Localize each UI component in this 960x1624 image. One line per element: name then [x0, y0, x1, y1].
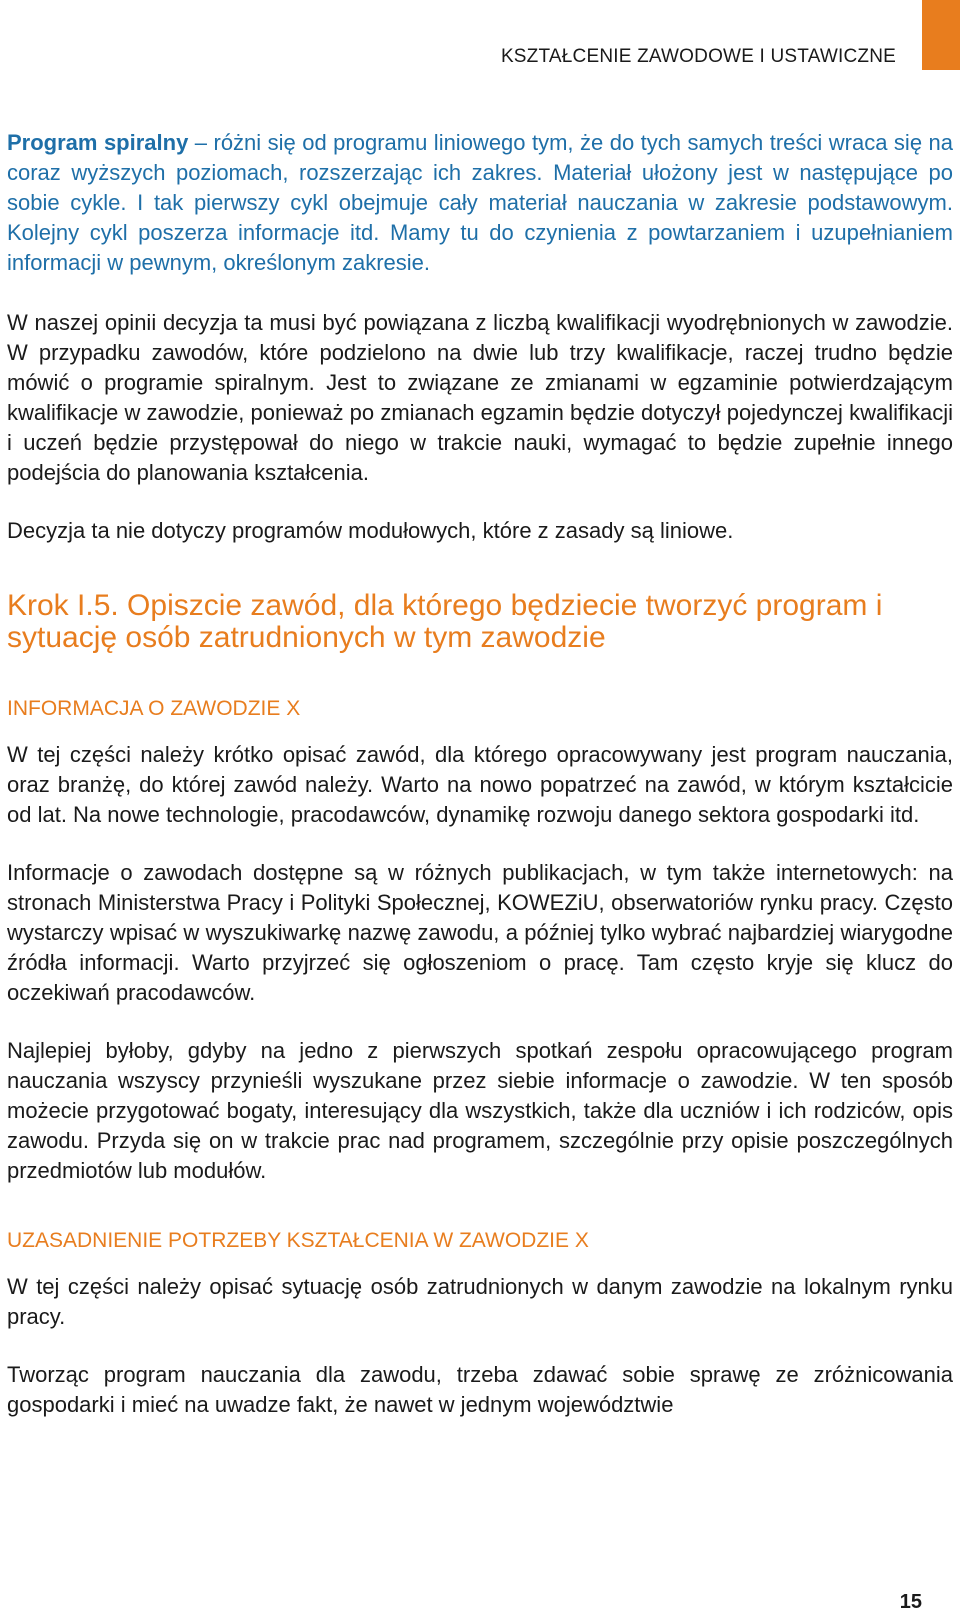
chapter-tab-marker [922, 0, 960, 70]
body-paragraph: W tej części należy opisać sytuację osób zatrudnionych w danym zawodzie na lokalnym rynku pracy. [7, 1274, 953, 1329]
definition-paragraph [7, 128, 953, 278]
body-paragraph: Najlepiej byłoby, gdyby na jedno z pierwszych spotkań zespołu opracowującego program nauczania wszyscy przynieśli wyszukane przez siebie informacje o zawodzie. W ten sposób możecie przygotować bogaty, interesujący dla wszystkich, także dla uczniów i ich rodziców, opis zawodu. Przyda się on w trakcie prac nad programem, szczególnie przy opisie poszczególnych przedmiotów lub modułów. [7, 1038, 953, 1183]
page-content [7, 128, 953, 1420]
body-paragraph: Informacje o zawodach dostępne są w różnych publikacjach, w tym także internetowych: na stronach Ministerstwa Pracy i Polityki Społecznej, KOWEZiU, obserwatoriów rynku pracy. Często wystarczy wpisać w wyszukiwarkę nazwę zawodu, a później tylko wybrać najbardziej wiarygodne źródła informacji. Warto przyjrzeć się ogłoszeniom o pracę. Tam często kryje się klucz do oczekiwań pracodawców. [7, 860, 953, 1005]
running-header: KSZTAŁCENIE ZAWODOWE I USTAWICZNE [500, 46, 896, 67]
page-number: 15 [899, 1591, 922, 1613]
section-heading-need: UZASADNIENIE POTRZEBY KSZTAŁCENIA W ZAWODZIE X [7, 1229, 589, 1252]
body-paragraph: W tej części należy krótko opisać zawód, dla którego opracowywany jest program nauczania, oraz branżę, do której zawód należy. Warto na nowo popatrzeć na zawód, w którym kształcicie od lat. Na nowe technologie, pracodawców, dynamikę rozwoju danego sektora gospodarki itd. [7, 742, 953, 827]
body-paragraph: Decyzja ta nie dotyczy programów modułowych, które z zasady są liniowe. [7, 518, 734, 543]
section-heading-info: INFORMACJA O ZAWODZIE X [7, 697, 301, 720]
step-heading: Krok I.5. Opiszcie zawód, dla którego będziecie tworzyć program i sytuację osób zatrudnionych w tym zawodzie [7, 589, 883, 654]
definition-text: – różni się od programu liniowego tym, że do tych samych treści wraca się na coraz wyższych poziomach, rozszerzając ich zakres. Materiał ułożony jest w następujące po sobie cykle. I tak pierwszy cykl obejmuje cały materiał nauczania w zakresie podstawowym. Kolejny cykl poszerza informacje itd. Mamy tu do czynienia z powtarzaniem i uzupełnianiem informacji w pewnym, określonym zakresie. [7, 130, 953, 275]
definition-term: Program spiralny [7, 130, 189, 155]
body-paragraph: W naszej opinii decyzja ta musi być powiązana z liczbą kwalifikacji wyodrębnionych w zawodzie. W przypadku zawodów, które podzielono na dwie lub trzy kwalifikacje, raczej trudno będzie mówić o programie spiralnym. Jest to związane ze zmianami w egzaminie potwierdzającym kwalifikacje w zawodzie, ponieważ po zmianach egzamin będzie dotyczył pojedynczej kwalifikacji i uczeń będzie przystępował do niego w trakcie nauki, wymagać to będzie zupełnie innego podejścia do planowania kształcenia. [7, 310, 953, 485]
body-paragraph: Tworząc program nauczania dla zawodu, trzeba zdawać sobie sprawę ze zróżnicowania gospodarki i mieć na uwadze fakt, że nawet w jednym województwie [7, 1362, 953, 1417]
